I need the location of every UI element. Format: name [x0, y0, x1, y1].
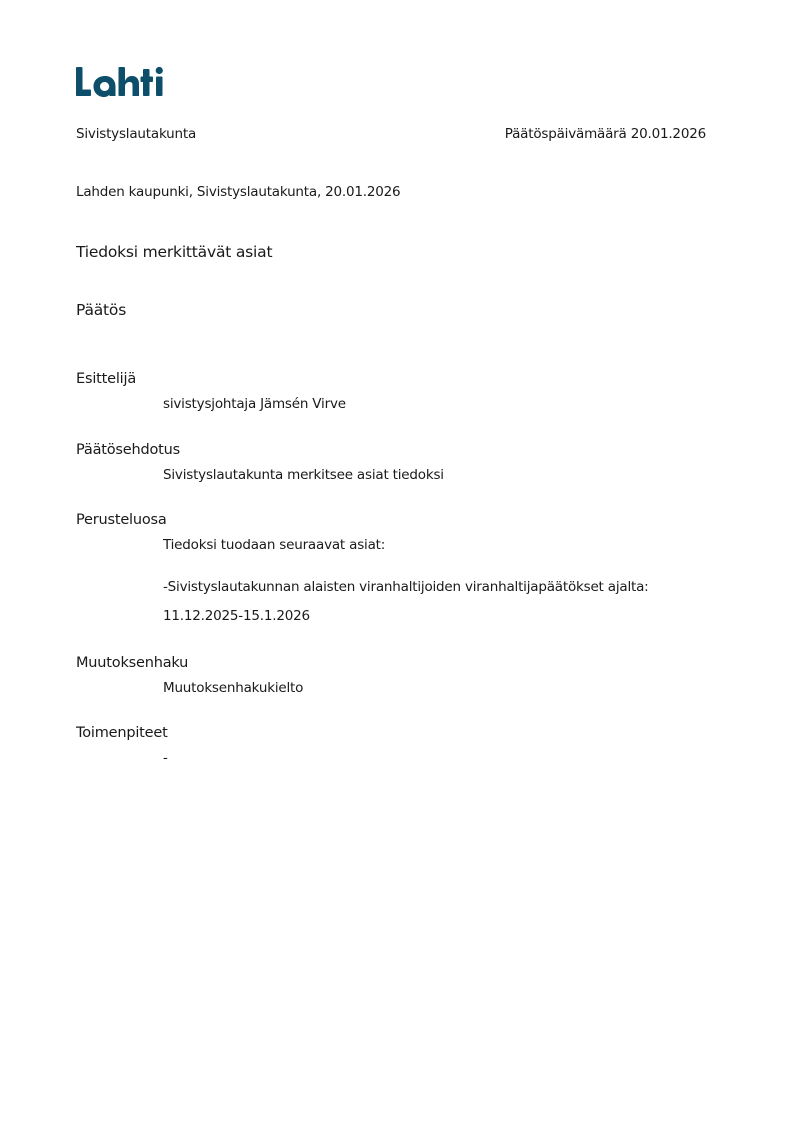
paragraph: -Sivistyslautakunnan alaisten viranhaltijoiden viranhaltijapäätökset ajalta: [163, 579, 649, 595]
section-heading: Perusteluosa [76, 512, 167, 528]
appeal-text: Muutoksenhakukielto [163, 680, 304, 696]
section-body [163, 467, 716, 483]
actions-text: - [163, 750, 168, 766]
meeting-line: Lahden kaupunki, Sivistyslautakunta, 20.01.2026 [76, 184, 401, 200]
section-heading: Esittelijä [76, 371, 137, 387]
section-toimenpiteet [76, 725, 716, 766]
section-paatosehdotus [76, 442, 716, 483]
section-body [163, 750, 716, 766]
section-heading: Toimenpiteet [76, 725, 168, 741]
document-title: Tiedoksi merkittävät asiat [76, 243, 273, 261]
paragraph: Tiedoksi tuodaan seuraavat asiat: [163, 537, 386, 553]
section-body [163, 396, 716, 412]
section-perusteluosa [76, 512, 716, 624]
section-esittelija [76, 371, 716, 412]
decision-date: Päätöspäivämäärä 20.01.2026 [504, 126, 706, 142]
organ-name: Sivistyslautakunta [76, 126, 197, 142]
paragraph: 11.12.2025-15.1.2026 [163, 608, 310, 624]
presenter-text: sivistysjohtaja Jämsén Virve [163, 396, 346, 412]
section-muutoksenhaku [76, 655, 716, 696]
section-body [163, 537, 716, 624]
section-body [163, 680, 716, 696]
section-heading: Muutoksenhaku [76, 655, 189, 671]
decision-heading: Päätös [76, 301, 127, 319]
lahti-logo [75, 64, 167, 98]
section-heading: Päätösehdotus [76, 442, 180, 458]
proposal-text: Sivistyslautakunta merkitsee asiat tiedoksi [163, 467, 444, 483]
